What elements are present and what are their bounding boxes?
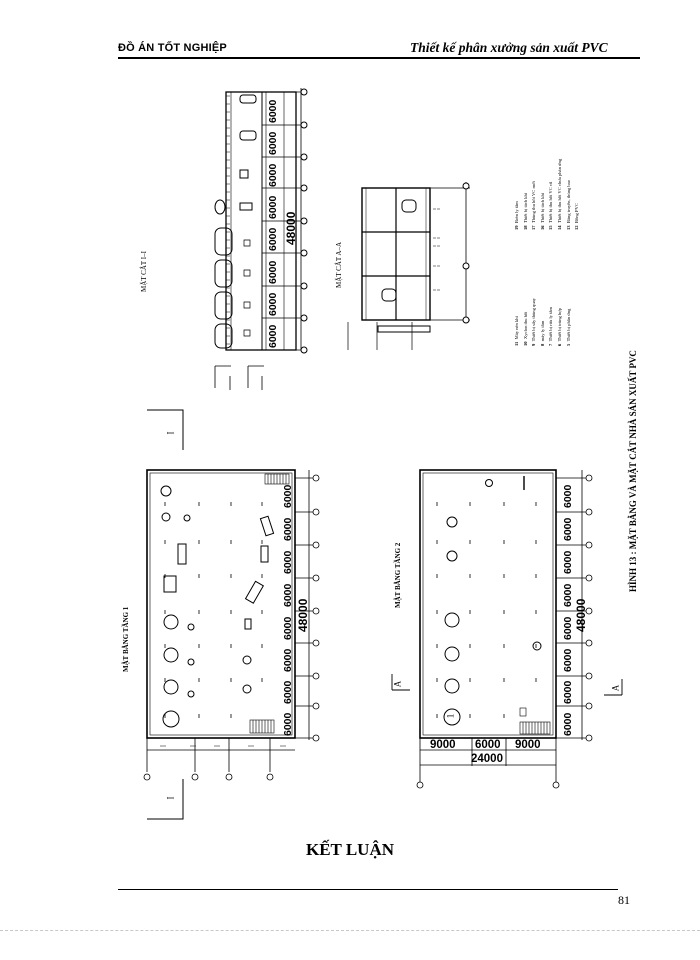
floor-2-bay-5: 6000	[562, 616, 574, 640]
section-a-title: MẶT CẮT A–A	[335, 241, 343, 288]
floor-1-bay-7: 6000	[282, 680, 294, 704]
floor-2-bay-6: 6000	[562, 648, 574, 672]
figure-caption: HÌNH 13 : MẶT BẰNG VÀ MẶT CẮT NHÀ SẢN XUẤT PVC	[628, 350, 638, 592]
section-1-bay-7: 6000	[267, 292, 279, 316]
legend-right-row: 16 Thiết bị tách khí	[539, 192, 545, 230]
width-total: 24000	[471, 753, 503, 765]
floor-2-bay-3: 6000	[562, 550, 574, 574]
section-mark-upper	[147, 410, 183, 450]
floor-2-bay-8: 6000	[562, 712, 574, 736]
floor-1-bay-6: 6000	[282, 648, 294, 672]
floor-2-title: MẶT BẰNG TẦNG 2	[394, 542, 402, 608]
floor-1-title: MẶT BẰNG TẦNG 1	[122, 606, 130, 672]
section-1-title: MẶT CẮT I–I	[140, 251, 148, 292]
legend-right	[513, 159, 582, 230]
legend-left-row: 6 Thiết bị trùng hợp	[556, 307, 562, 346]
floor-1-bay-8: 6000	[282, 712, 294, 736]
section-1-bay-5: 6000	[267, 227, 279, 251]
floor-2-total: 48000	[574, 598, 588, 632]
legend-right-row: 18 Thiết bị tách khí	[522, 192, 528, 230]
width-seg-3: 9000	[515, 739, 541, 751]
equipment-marker: 1	[445, 713, 456, 719]
section-1-bay-4: 6000	[267, 195, 279, 219]
header-right: Thiết kế phân xưởng sản xuất PVC	[410, 40, 608, 55]
floor-1-bay-4: 6000	[282, 583, 294, 607]
legend-right-row: 13 Băng truyền, thùng bao	[565, 179, 571, 230]
section-a-a	[348, 182, 470, 350]
floor-2-bay-1: 6000	[562, 484, 574, 508]
width-seg-2: 6000	[475, 739, 501, 751]
legend-left-row: 10 Xyclon thu hồi	[522, 311, 528, 346]
section-1-total: 48000	[284, 211, 298, 245]
floor-1-bay-2: 6000	[282, 517, 294, 541]
legend-left-row: 8 máy ly tâm	[539, 320, 545, 346]
legend-left-row: 9 Thiết bị sấy thùng quay	[531, 298, 537, 346]
legend-right-row: 15 Thiết bị thu hồi VC cũ	[548, 181, 554, 230]
floor-2-bay-2: 6000	[562, 517, 574, 541]
legend-right-row: 14 Thiết bị thu hồi VC chưa phản ứng	[556, 158, 562, 230]
section-mark-a-right: A	[610, 684, 621, 692]
legend-left-row: 5 Thiết bị phần ứng	[565, 308, 571, 346]
page-break-line	[0, 930, 700, 931]
floor-1-bay-5: 6000	[282, 616, 294, 640]
section-1-bay-8: 6000	[267, 324, 279, 348]
section-1-bay-1: 6000	[267, 99, 279, 123]
section-mark-i-lower: I	[165, 796, 176, 800]
floor-1-bay-1: 6000	[282, 484, 294, 508]
legend-left-row: 11 Máy nén khí	[514, 316, 519, 346]
floor-1-total: 48000	[296, 598, 310, 632]
width-seg-1: 9000	[430, 739, 456, 751]
legend-right-row: 12 Bồng PVC	[574, 203, 580, 230]
floor-2-bay-7: 6000	[562, 680, 574, 704]
conclusion-heading: KẾT LUẬN	[305, 840, 394, 859]
section-1-bay-6: 6000	[267, 260, 279, 284]
legend-right-row: 17 Thùng thu hồi VC mới	[531, 181, 537, 230]
floor-1-bay-3: 6000	[282, 550, 294, 574]
header-left: ĐỒ ÁN TỐT NGHIỆP	[118, 42, 227, 54]
footer-rule	[118, 889, 618, 890]
legend-right-row: 19 Bơm ly tâm	[514, 201, 519, 230]
section-1-bay-3: 6000	[267, 163, 279, 187]
legend-left-row: 7 Thiết bị rửa ly tâm	[548, 307, 554, 346]
floor-2-bay-4: 6000	[562, 583, 574, 607]
section-mark-i-upper: I	[165, 431, 176, 435]
legend-left	[513, 298, 573, 346]
page-number: 81	[618, 893, 630, 907]
section-1-bay-2: 6000	[267, 131, 279, 155]
section-mark-a-left: A	[392, 680, 403, 688]
